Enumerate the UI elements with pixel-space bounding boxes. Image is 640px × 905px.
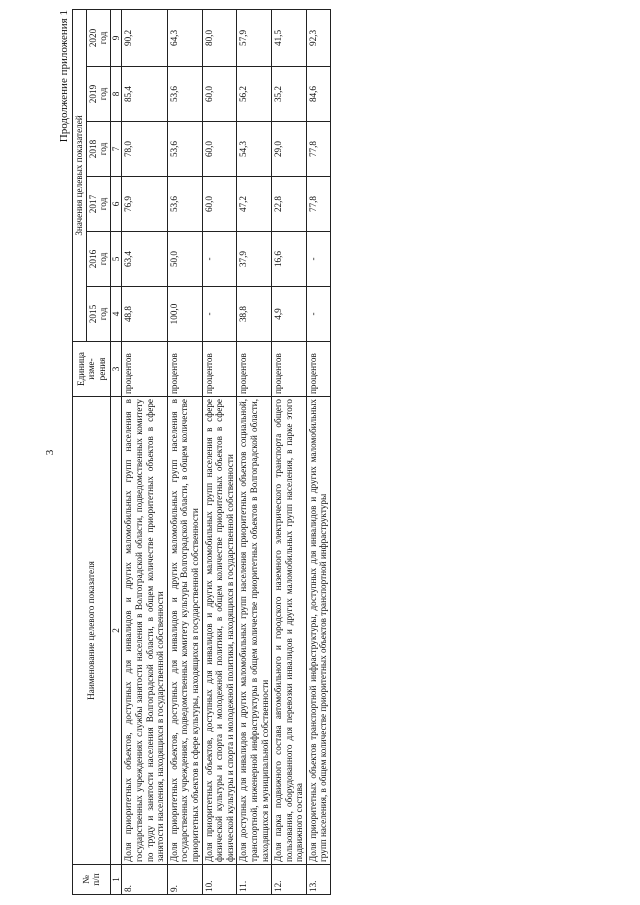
row-number: 12.: [272, 865, 307, 895]
table-row: [167, 9, 202, 894]
value-cell: 60,0: [202, 67, 237, 122]
header-values-group-text: Значения целевых показателей: [74, 115, 84, 236]
value-cell: 84,6: [306, 67, 330, 122]
value-cell: 53,6: [167, 177, 202, 232]
indicator-name: Доля доступных для инвалидов и других маломобильных групп населения приоритетных объектов социальной, транспортной, инженерной инфраструктуры в общем количестве приоритетных объектов в Волгоградской области, находящихся в муниципальной собственности: [237, 397, 272, 865]
value-cell: 77,8: [306, 177, 330, 232]
value-cell: 76,9: [122, 177, 167, 232]
column-index-cell: 9: [110, 9, 122, 66]
header-year: 2016 год: [86, 232, 110, 287]
value-cell: 54,3: [237, 122, 272, 177]
value-cell: 64,3: [167, 9, 202, 66]
column-index-cell: 6: [110, 177, 122, 232]
value-cell: 38,8: [237, 287, 272, 342]
row-number: 9.: [167, 865, 202, 895]
value-cell: 29,0: [272, 122, 307, 177]
indicator-name: Доля парка подвижного состава автомобильного и городского наземного электрического транспорта общего пользования, оборудованного для перевозки инвалидов и других маломобильных групп населения, в парке этого подвижного состава: [272, 397, 307, 865]
unit-cell: процентов: [202, 342, 237, 397]
value-cell: 37,9: [237, 232, 272, 287]
value-cell: -: [202, 232, 237, 287]
header-name-text: Наименование целевого показателя: [86, 561, 97, 700]
value-cell: 16,6: [272, 232, 307, 287]
header-year: 2019 год: [86, 67, 110, 122]
value-cell: 48,8: [122, 287, 167, 342]
row-number: 8.: [122, 865, 167, 895]
header-num-text: № п/п: [80, 873, 102, 886]
value-cell: -: [306, 232, 330, 287]
column-index-cell: 2: [110, 397, 122, 865]
value-cell: 57,9: [237, 9, 272, 66]
value-cell: -: [202, 287, 237, 342]
value-cell: 56,2: [237, 67, 272, 122]
row-number: 11.: [237, 865, 272, 895]
value-cell: 35,2: [272, 67, 307, 122]
header-year: 2017 год: [86, 177, 110, 232]
column-index-cell: 1: [110, 865, 122, 895]
value-cell: 63,4: [122, 232, 167, 287]
value-cell: 92,3: [306, 9, 330, 66]
header-year: 2018 год: [86, 122, 110, 177]
value-cell: 53,6: [167, 67, 202, 122]
table-row: [237, 9, 272, 894]
row-number: 13.: [306, 865, 330, 895]
value-cell: 22,8: [272, 177, 307, 232]
value-cell: -: [306, 287, 330, 342]
header-year: 2015 год: [86, 287, 110, 342]
value-cell: 90,2: [122, 9, 167, 66]
value-cell: 80,0: [202, 9, 237, 66]
unit-cell: процентов: [122, 342, 167, 397]
indicators-table: [72, 9, 331, 895]
column-index-row: [110, 9, 122, 894]
table-row: [306, 9, 330, 894]
value-cell: 78,0: [122, 122, 167, 177]
column-index-cell: 3: [110, 342, 122, 397]
table-row: [202, 9, 237, 894]
table-row: [122, 9, 167, 894]
table-row: [272, 9, 307, 894]
indicator-name: Доля приоритетных объектов, доступных для инвалидов и других маломобильных групп населения в государственных учреждениях службы занятости населения в Волгоградской области, подведомственных комитету по труду и занятости населения Волгоградской области, в общем количестве приоритетных объектов в сфере занятости населения, находящихся в государственной собственности: [122, 397, 167, 865]
value-cell: 77,8: [306, 122, 330, 177]
indicator-name: Доля приоритетных объектов, доступных для инвалидов и других маломобильных групп населения в государственных учреждениях, подведомственных комитету культуры Волгоградской области, в общем количестве приоритетных объектов в сфере культуры, находящихся в государственной собственности: [167, 397, 202, 865]
continuation-label: Продолжение приложения 1: [58, 10, 70, 143]
unit-cell: процентов: [167, 342, 202, 397]
header-row-1: [73, 9, 87, 894]
indicator-name: Доля приоритетных объектов транспортной инфраструктуры, доступных для инвалидов и других маломобильных групп населения, в общем количестве приоритетных объектов транспортной инфраструктуры: [306, 397, 330, 865]
header-num: [73, 865, 111, 895]
value-cell: 4,9: [272, 287, 307, 342]
table-body: [122, 9, 331, 894]
header-year: 2020 год: [86, 9, 110, 66]
header-values-group: [73, 9, 87, 341]
indicator-name: Доля приоритетных объектов, доступных для инвалидов и других маломобильных групп населения в сфере физической культуры и спорта и молодежной политики, в общем количестве приоритетных объектов в сфере физической культуры и спорта и молодежной политики, находящихся в государственной собственности: [202, 397, 237, 865]
value-cell: 60,0: [202, 177, 237, 232]
value-cell: 60,0: [202, 122, 237, 177]
unit-cell: процентов: [306, 342, 330, 397]
column-index-cell: 4: [110, 287, 122, 342]
row-number: 10.: [202, 865, 237, 895]
column-index-cell: 7: [110, 122, 122, 177]
column-index-cell: 5: [110, 232, 122, 287]
header-unit: [73, 342, 111, 397]
value-cell: 47,2: [237, 177, 272, 232]
header-name: [73, 397, 111, 865]
header-unit-text: Единица изме- рения: [75, 351, 107, 387]
value-cell: 100,0: [167, 287, 202, 342]
column-index-cell: 8: [110, 67, 122, 122]
value-cell: 50,0: [167, 232, 202, 287]
value-cell: 85,4: [122, 67, 167, 122]
unit-cell: процентов: [272, 342, 307, 397]
value-cell: 41,5: [272, 9, 307, 66]
page-number: 3: [44, 449, 56, 456]
unit-cell: процентов: [237, 342, 272, 397]
value-cell: 53,6: [167, 122, 202, 177]
